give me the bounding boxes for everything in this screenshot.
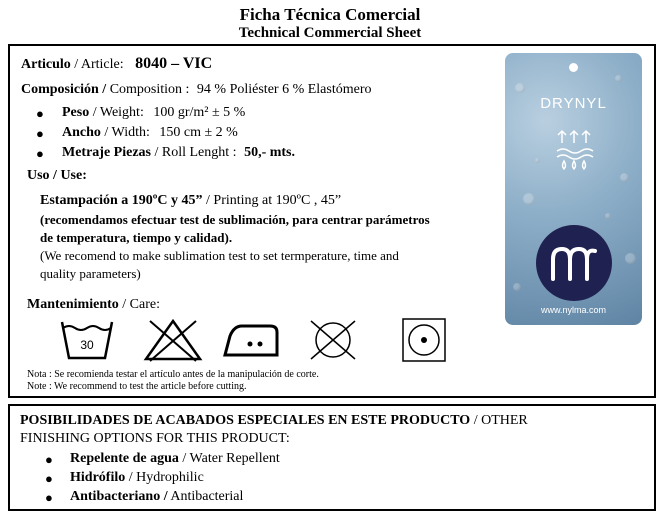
finishing-item: Repelente de agua / Water Repellent xyxy=(70,451,280,466)
spec-weight xyxy=(62,105,245,121)
article-label-en: / Article: xyxy=(70,57,124,72)
composition-label-es: Composición / xyxy=(21,82,107,97)
spec-weight-value: 100 gr/m² ± 5 % xyxy=(153,105,246,120)
finishing-title-es: POSIBILIDADES DE ACABADOS ESPECIALES EN ESTE PRODUCTO xyxy=(20,413,471,428)
tag-hole xyxy=(569,63,578,72)
page-subtitle: Technical Commercial Sheet xyxy=(238,25,422,41)
bullet-icon: ● xyxy=(45,452,53,467)
finishing-title-en: / OTHER xyxy=(470,413,528,428)
water-drop xyxy=(620,173,629,182)
tumble-dry-icon xyxy=(400,316,448,364)
wash-30-icon xyxy=(60,318,114,362)
article-label-es: Articulo xyxy=(21,57,71,72)
spec-roll-label: Metraje Piezas xyxy=(62,145,151,160)
spec-width-label-en: / Width: xyxy=(100,125,150,140)
spec-roll-label-en: / Roll Lenght : xyxy=(151,145,237,160)
tag-website: www.nylma.com xyxy=(540,305,606,315)
drynyl-hang-tag xyxy=(505,53,642,325)
care-label: Mantenimiento / Care: xyxy=(27,297,160,312)
moisture-wicking-icon xyxy=(553,129,595,173)
spec-roll-length xyxy=(62,145,295,161)
use-label: Uso / Use: xyxy=(27,168,87,183)
water-drop xyxy=(615,75,622,82)
bullet-icon: ● xyxy=(45,490,53,505)
printing-es: Estampación a 190ºC y 45” xyxy=(40,193,203,208)
water-drop xyxy=(625,253,636,264)
water-drop xyxy=(523,193,535,205)
recommend-es-2: de temperatura, tiempo y calidad). xyxy=(40,230,233,245)
finishing-title xyxy=(20,413,528,429)
nylma-logo-icon xyxy=(536,225,612,301)
water-drop xyxy=(515,83,525,93)
finishing-item: Antibacteriano / Antibacterial xyxy=(70,489,244,504)
page-title: Ficha Técnica Comercial xyxy=(239,5,421,24)
tag-brand: DRYNYL xyxy=(540,95,607,112)
composition-value: 94 % Poliéster 6 % Elastómero xyxy=(196,82,372,97)
no-bleach-icon xyxy=(142,318,204,362)
spec-width-label: Ancho xyxy=(62,125,101,140)
bullet-icon: ● xyxy=(36,126,44,141)
note-en: Note : We recommend to test the article before cutting. xyxy=(27,381,247,392)
composition-row xyxy=(21,82,372,98)
wash-temp-text: 30 xyxy=(80,338,94,352)
recommend-en-2: quality parameters) xyxy=(40,266,141,281)
finishing-title-line2: FINISHING OPTIONS FOR THIS PRODUCT: xyxy=(20,431,290,446)
water-drop xyxy=(535,158,540,163)
finishing-item: Hidrófilo / Hydrophilic xyxy=(70,470,204,485)
printing-en: / Printing at 190ºC , 45” xyxy=(202,193,342,208)
spec-width-value: 150 cm ± 2 % xyxy=(159,125,238,140)
note-es: Nota : Se recomienda testar el artículo antes de la manipulación de corte. xyxy=(27,369,319,380)
article-code: 8040 – VIC xyxy=(135,55,213,72)
spec-roll-value: 50,- mts. xyxy=(244,145,295,160)
iron-medium-icon xyxy=(222,322,280,358)
spec-width xyxy=(62,125,238,141)
bullet-icon: ● xyxy=(36,106,44,121)
recommend-en-1: (We recomend to make sublimation test to set termperature, time and xyxy=(40,248,399,263)
use-printing xyxy=(40,193,341,209)
composition-label-en: Composition : xyxy=(106,82,190,97)
article-row xyxy=(21,55,212,73)
water-drop xyxy=(605,213,611,219)
water-drop xyxy=(513,283,521,291)
bullet-icon: ● xyxy=(45,471,53,486)
spec-weight-label-en: / Weight: xyxy=(89,105,144,120)
bullet-icon: ● xyxy=(36,146,44,161)
no-dry-clean-icon xyxy=(305,318,361,362)
recommend-es-1: (recomendamos efectuar test de sublimación, para centrar parámetros xyxy=(40,212,430,227)
spec-weight-label: Peso xyxy=(62,105,90,120)
